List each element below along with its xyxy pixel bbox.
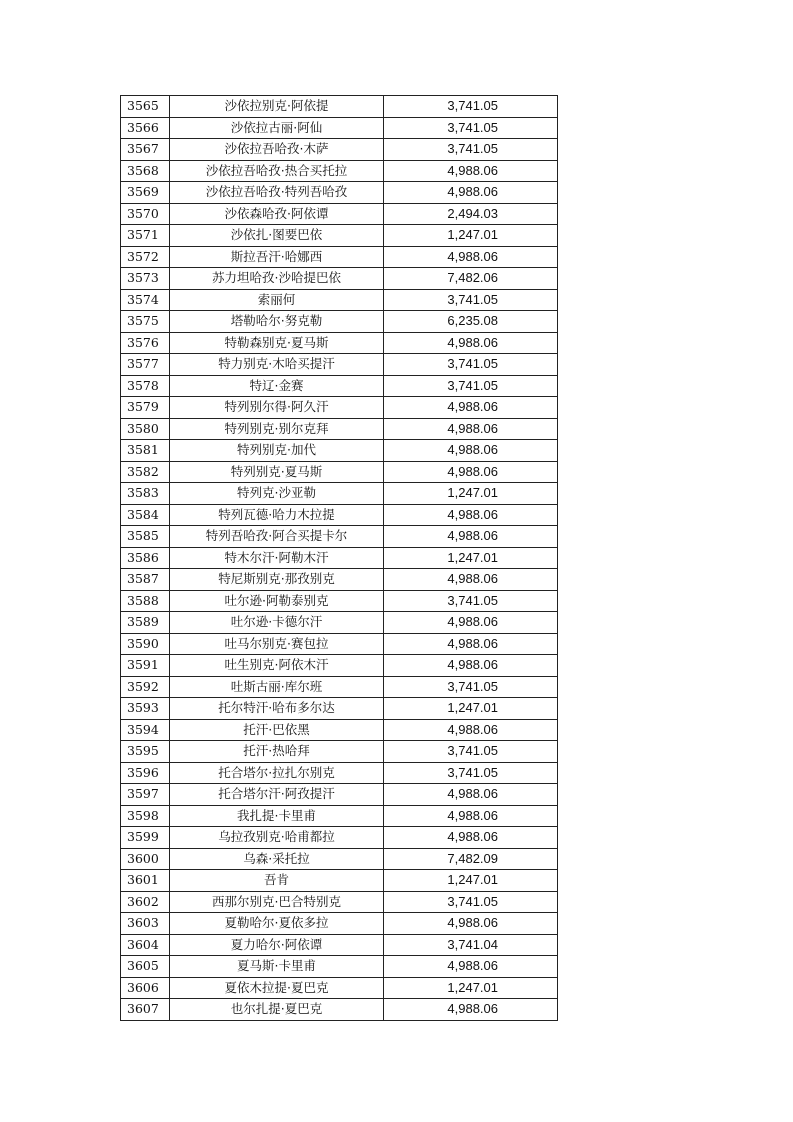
row-number-cell: 3582 (121, 461, 170, 483)
name-cell: 也尔扎提·夏巴克 (170, 999, 384, 1021)
amount-cell: 3,741.05 (384, 139, 558, 161)
name-cell: 托尔特汗·哈布多尔达 (170, 698, 384, 720)
amount-cell: 1,247.01 (384, 483, 558, 505)
amount-cell: 1,247.01 (384, 870, 558, 892)
amount-cell: 3,741.05 (384, 676, 558, 698)
amount-cell: 4,988.06 (384, 461, 558, 483)
row-number-cell: 3599 (121, 827, 170, 849)
name-cell: 夏力哈尔·阿依谭 (170, 934, 384, 956)
amount-cell: 4,988.06 (384, 246, 558, 268)
amount-cell: 4,988.06 (384, 655, 558, 677)
row-number-cell: 3577 (121, 354, 170, 376)
amount-cell: 6,235.08 (384, 311, 558, 333)
name-cell: 托合塔尔·拉扎尔别克 (170, 762, 384, 784)
row-number-cell: 3597 (121, 784, 170, 806)
name-cell: 乌森·采托拉 (170, 848, 384, 870)
row-number-cell: 3576 (121, 332, 170, 354)
row-number-cell: 3565 (121, 96, 170, 118)
amount-cell: 1,247.01 (384, 698, 558, 720)
row-number-cell: 3568 (121, 160, 170, 182)
row-number-cell: 3606 (121, 977, 170, 999)
amount-cell: 4,988.06 (384, 182, 558, 204)
amount-cell: 3,741.05 (384, 741, 558, 763)
name-cell: 特列别克·加代 (170, 440, 384, 462)
table-row (121, 569, 558, 591)
row-number-cell: 3581 (121, 440, 170, 462)
table-row (121, 268, 558, 290)
table-row (121, 354, 558, 376)
name-cell: 吐马尔别克·赛包拉 (170, 633, 384, 655)
amount-cell: 4,988.06 (384, 160, 558, 182)
table-row (121, 182, 558, 204)
row-number-cell: 3601 (121, 870, 170, 892)
amount-cell: 3,741.05 (384, 96, 558, 118)
row-number-cell: 3586 (121, 547, 170, 569)
row-number-cell: 3569 (121, 182, 170, 204)
row-number-cell: 3572 (121, 246, 170, 268)
name-cell: 沙依拉吾哈孜·特列吾哈孜 (170, 182, 384, 204)
amount-cell: 1,247.01 (384, 977, 558, 999)
name-cell: 夏马斯·卡里甫 (170, 956, 384, 978)
table-row (121, 870, 558, 892)
row-number-cell: 3587 (121, 569, 170, 591)
name-cell: 沙依拉别克·阿依提 (170, 96, 384, 118)
table-row (121, 590, 558, 612)
name-cell: 特列别克·夏马斯 (170, 461, 384, 483)
name-cell: 吐斯古丽·库尔班 (170, 676, 384, 698)
table-row (121, 676, 558, 698)
table-row (121, 698, 558, 720)
row-number-cell: 3591 (121, 655, 170, 677)
amount-cell: 3,741.05 (384, 891, 558, 913)
amount-cell: 3,741.05 (384, 590, 558, 612)
name-cell: 索丽何 (170, 289, 384, 311)
name-cell: 沙依森哈孜·阿依谭 (170, 203, 384, 225)
table-row (121, 96, 558, 118)
table-row (121, 203, 558, 225)
table-row (121, 977, 558, 999)
name-cell: 特列别尔得·阿久汗 (170, 397, 384, 419)
table-row (121, 418, 558, 440)
amount-cell: 4,988.06 (384, 612, 558, 634)
row-number-cell: 3589 (121, 612, 170, 634)
amount-cell: 3,741.05 (384, 762, 558, 784)
name-cell: 沙依扎·图要巴依 (170, 225, 384, 247)
name-cell: 吾肯 (170, 870, 384, 892)
row-number-cell: 3575 (121, 311, 170, 333)
amount-cell: 4,988.06 (384, 332, 558, 354)
name-cell: 特力别克·木哈买提汗 (170, 354, 384, 376)
amount-cell: 4,988.06 (384, 440, 558, 462)
amount-cell: 1,247.01 (384, 547, 558, 569)
row-number-cell: 3598 (121, 805, 170, 827)
amount-cell: 4,988.06 (384, 784, 558, 806)
table-row (121, 913, 558, 935)
table-row (121, 633, 558, 655)
name-cell: 吐尔逊·卡德尔汗 (170, 612, 384, 634)
row-number-cell: 3603 (121, 913, 170, 935)
row-number-cell: 3574 (121, 289, 170, 311)
table-row (121, 612, 558, 634)
amount-cell: 4,988.06 (384, 805, 558, 827)
table-row (121, 311, 558, 333)
amount-cell: 4,988.06 (384, 569, 558, 591)
row-number-cell: 3567 (121, 139, 170, 161)
name-cell: 托汗·巴依黑 (170, 719, 384, 741)
table-row (121, 891, 558, 913)
table-row (121, 139, 558, 161)
table-row (121, 504, 558, 526)
row-number-cell: 3593 (121, 698, 170, 720)
name-cell: 特列克·沙亚勒 (170, 483, 384, 505)
row-number-cell: 3595 (121, 741, 170, 763)
table-row (121, 160, 558, 182)
amount-cell: 3,741.05 (384, 289, 558, 311)
amount-cell: 4,988.06 (384, 504, 558, 526)
table-row (121, 461, 558, 483)
row-number-cell: 3570 (121, 203, 170, 225)
row-number-cell: 3584 (121, 504, 170, 526)
table-row (121, 547, 558, 569)
name-cell: 特列吾哈孜·阿合买提卡尔 (170, 526, 384, 548)
table-row (121, 332, 558, 354)
amount-cell: 3,741.04 (384, 934, 558, 956)
amount-cell: 4,988.06 (384, 397, 558, 419)
table-body (121, 96, 558, 1021)
row-number-cell: 3596 (121, 762, 170, 784)
amount-cell: 3,741.05 (384, 375, 558, 397)
table-row (121, 741, 558, 763)
amount-cell: 4,988.06 (384, 999, 558, 1021)
amount-cell: 3,741.05 (384, 117, 558, 139)
row-number-cell: 3578 (121, 375, 170, 397)
row-number-cell: 3580 (121, 418, 170, 440)
name-cell: 特勒森别克·夏马斯 (170, 332, 384, 354)
table-row (121, 483, 558, 505)
amount-cell: 4,988.06 (384, 827, 558, 849)
name-cell: 特木尔汗·阿勒木汗 (170, 547, 384, 569)
row-number-cell: 3600 (121, 848, 170, 870)
table-row (121, 956, 558, 978)
table-row (121, 117, 558, 139)
name-cell: 沙依拉吾哈孜·热合买托拉 (170, 160, 384, 182)
table-row (121, 805, 558, 827)
name-cell: 我扎提·卡里甫 (170, 805, 384, 827)
amount-cell: 4,988.06 (384, 956, 558, 978)
table-row (121, 848, 558, 870)
name-cell: 特列瓦德·哈力木拉提 (170, 504, 384, 526)
row-number-cell: 3592 (121, 676, 170, 698)
row-number-cell: 3602 (121, 891, 170, 913)
data-table (120, 95, 558, 1021)
table-row (121, 289, 558, 311)
row-number-cell: 3604 (121, 934, 170, 956)
row-number-cell: 3583 (121, 483, 170, 505)
table-row (121, 397, 558, 419)
name-cell: 托合塔尔汗·阿孜提汗 (170, 784, 384, 806)
name-cell: 沙依拉古丽·阿仙 (170, 117, 384, 139)
table-row (121, 784, 558, 806)
name-cell: 乌拉孜别克·哈甫都拉 (170, 827, 384, 849)
amount-cell: 4,988.06 (384, 719, 558, 741)
table-row (121, 375, 558, 397)
table-row (121, 999, 558, 1021)
name-cell: 斯拉吾汗·哈娜西 (170, 246, 384, 268)
row-number-cell: 3605 (121, 956, 170, 978)
name-cell: 特辽·金赛 (170, 375, 384, 397)
table-row (121, 440, 558, 462)
row-number-cell: 3607 (121, 999, 170, 1021)
table-row (121, 655, 558, 677)
name-cell: 特尼斯别克·那孜别克 (170, 569, 384, 591)
amount-cell: 4,988.06 (384, 526, 558, 548)
row-number-cell: 3588 (121, 590, 170, 612)
row-number-cell: 3594 (121, 719, 170, 741)
row-number-cell: 3590 (121, 633, 170, 655)
table-row (121, 719, 558, 741)
row-number-cell: 3585 (121, 526, 170, 548)
table-row (121, 762, 558, 784)
name-cell: 塔勒哈尔·努克勒 (170, 311, 384, 333)
table-row (121, 827, 558, 849)
amount-cell: 2,494.03 (384, 203, 558, 225)
name-cell: 西那尔别克·巴合特别克 (170, 891, 384, 913)
table-row (121, 934, 558, 956)
row-number-cell: 3571 (121, 225, 170, 247)
table-row (121, 246, 558, 268)
name-cell: 吐尔逊·阿勒泰别克 (170, 590, 384, 612)
amount-cell: 4,988.06 (384, 913, 558, 935)
amount-cell: 3,741.05 (384, 354, 558, 376)
name-cell: 特列别克·别尔克拜 (170, 418, 384, 440)
amount-cell: 1,247.01 (384, 225, 558, 247)
row-number-cell: 3579 (121, 397, 170, 419)
name-cell: 夏勒哈尔·夏依多拉 (170, 913, 384, 935)
amount-cell: 4,988.06 (384, 633, 558, 655)
table-row (121, 225, 558, 247)
row-number-cell: 3573 (121, 268, 170, 290)
row-number-cell: 3566 (121, 117, 170, 139)
name-cell: 沙依拉吾哈孜·木萨 (170, 139, 384, 161)
amount-cell: 7,482.09 (384, 848, 558, 870)
table-row (121, 526, 558, 548)
name-cell: 夏依木拉提·夏巴克 (170, 977, 384, 999)
amount-cell: 7,482.06 (384, 268, 558, 290)
amount-cell: 4,988.06 (384, 418, 558, 440)
name-cell: 吐生别克·阿依木汗 (170, 655, 384, 677)
name-cell: 托汗·热哈拜 (170, 741, 384, 763)
name-cell: 苏力坦哈孜·沙哈提巴依 (170, 268, 384, 290)
